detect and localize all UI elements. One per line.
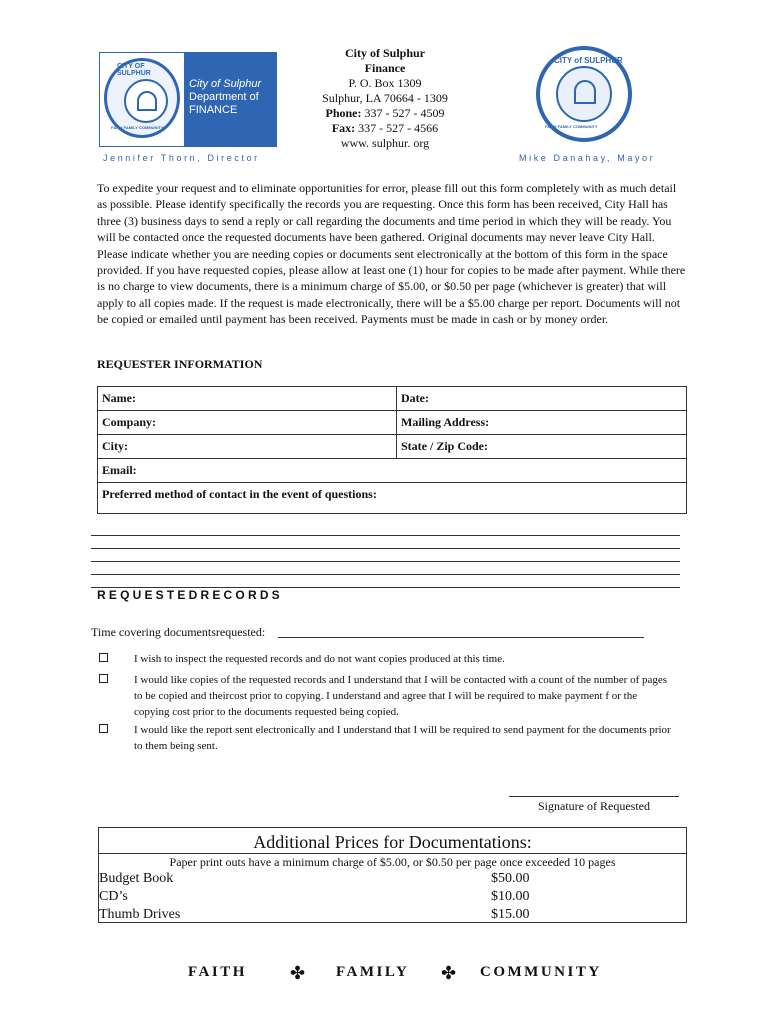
requester-section-title: REQUESTER INFORMATION	[97, 357, 263, 371]
date-field[interactable]: Date:	[397, 387, 687, 411]
requested-records-title: REQUESTEDRECORDS	[97, 588, 283, 602]
footer-faith: FAITH	[188, 964, 247, 980]
phone-label: Phone:	[325, 106, 362, 120]
fax-number: 337 - 527 - 4566	[358, 121, 439, 135]
left-seal-text: CITY OF SULPHUR	[117, 63, 151, 77]
mailing-address-field[interactable]: Mailing Address:	[397, 411, 687, 435]
logo-line-2: Department of	[189, 91, 259, 103]
fleur-icon: ✤	[290, 963, 306, 983]
blank-line[interactable]	[91, 548, 680, 549]
director-name: Jennifer Thorn, Director	[103, 153, 260, 163]
footer-family: FAMILY	[336, 964, 410, 980]
website: www. sulphur. org	[340, 136, 430, 150]
prices-box	[98, 827, 687, 923]
preferred-contact-field[interactable]: Preferred method of contact in the event of questions:	[98, 483, 687, 514]
state-zip-field[interactable]: State / Zip Code:	[397, 435, 687, 459]
left-seal-bottom: FAITH FAMILY COMMUNITY	[111, 125, 164, 130]
logo-line-1: City of Sulphur	[189, 78, 262, 90]
price-row: Budget Book $50.00	[99, 871, 530, 886]
email-field[interactable]: Email:	[98, 459, 687, 483]
time-covering-label: Time covering documentsrequested:	[91, 625, 266, 639]
logo-line-3: FINANCE	[189, 104, 238, 116]
copies-checkbox[interactable]	[99, 674, 108, 683]
signature-label: Signature of Requested	[538, 799, 650, 813]
mayor-name: Mike Danahay, Mayor	[519, 153, 656, 163]
city-field[interactable]: City:	[98, 435, 397, 459]
prices-title: Additional Prices for Documentations:	[253, 832, 532, 852]
blank-line[interactable]	[91, 535, 680, 536]
name-field[interactable]: Name:	[98, 387, 397, 411]
city-seal	[536, 46, 632, 142]
prices-subtitle: Paper print outs have a minimum charge of $5.00, or $0.50 per page once exceeded 10 pages	[99, 853, 686, 870]
company-field[interactable]: Company:	[98, 411, 397, 435]
price-row: CD’s $10.00	[99, 889, 530, 904]
footer-community: COMMUNITY	[480, 964, 602, 980]
org-name: City of Sulphur	[344, 46, 426, 60]
requester-table	[97, 386, 687, 514]
blank-line[interactable]	[91, 561, 680, 562]
electronic-checkbox[interactable]	[99, 724, 108, 733]
right-seal-top-text: CITY of SULPHUR	[554, 56, 623, 65]
phone-number: 337 - 527 - 4509	[364, 106, 445, 120]
price-row: Thumb Drives $15.00	[99, 907, 530, 922]
signature-line[interactable]	[509, 796, 679, 797]
inspect-checkbox[interactable]	[99, 653, 108, 662]
po-box: P. O. Box 1309	[348, 76, 422, 90]
city-hall-icon	[574, 80, 596, 104]
department-name: Finance	[364, 61, 406, 75]
time-covering-input[interactable]	[278, 637, 644, 638]
header-address	[300, 46, 470, 151]
intro-paragraph: To expedite your request and to eliminate opportunities for error, please fill out this form completely with as much detail as possible. Please identify specifically the records you are requesting. Once this form has been received, City Hall has three (3) business days to send a reply or call regarding the documents and time period in which they will be ready. You will be contacted once the requested documents have been gathered. Original documents may never leave City Hall. Please indicate whether you are needing copies or documents sent electronically at the bottom of this form in the space provided. If you have requested copies, please allow at least one (1) hour for copies to be made after payment. While there is no charge to view documents, there is a minimum charge of $5.00, or $0.50 per page (whichever is greater) that will apply to all copies made. If the request is made electronically, there will be a $5.00 charge per report. Documents will not be copied or emailed until payment has been received. Payments must be made in cash or by money order.	[97, 181, 686, 327]
fax-label: Fax:	[331, 121, 356, 135]
finance-department-logo	[99, 52, 277, 147]
fleur-icon: ✤	[441, 963, 457, 983]
right-seal-bottom-text: FAITH FAMILY COMMUNITY	[545, 124, 598, 129]
city-hall-icon	[137, 91, 157, 111]
blank-line[interactable]	[91, 574, 680, 575]
city-line: Sulphur, LA 70664 - 1309	[322, 91, 448, 105]
